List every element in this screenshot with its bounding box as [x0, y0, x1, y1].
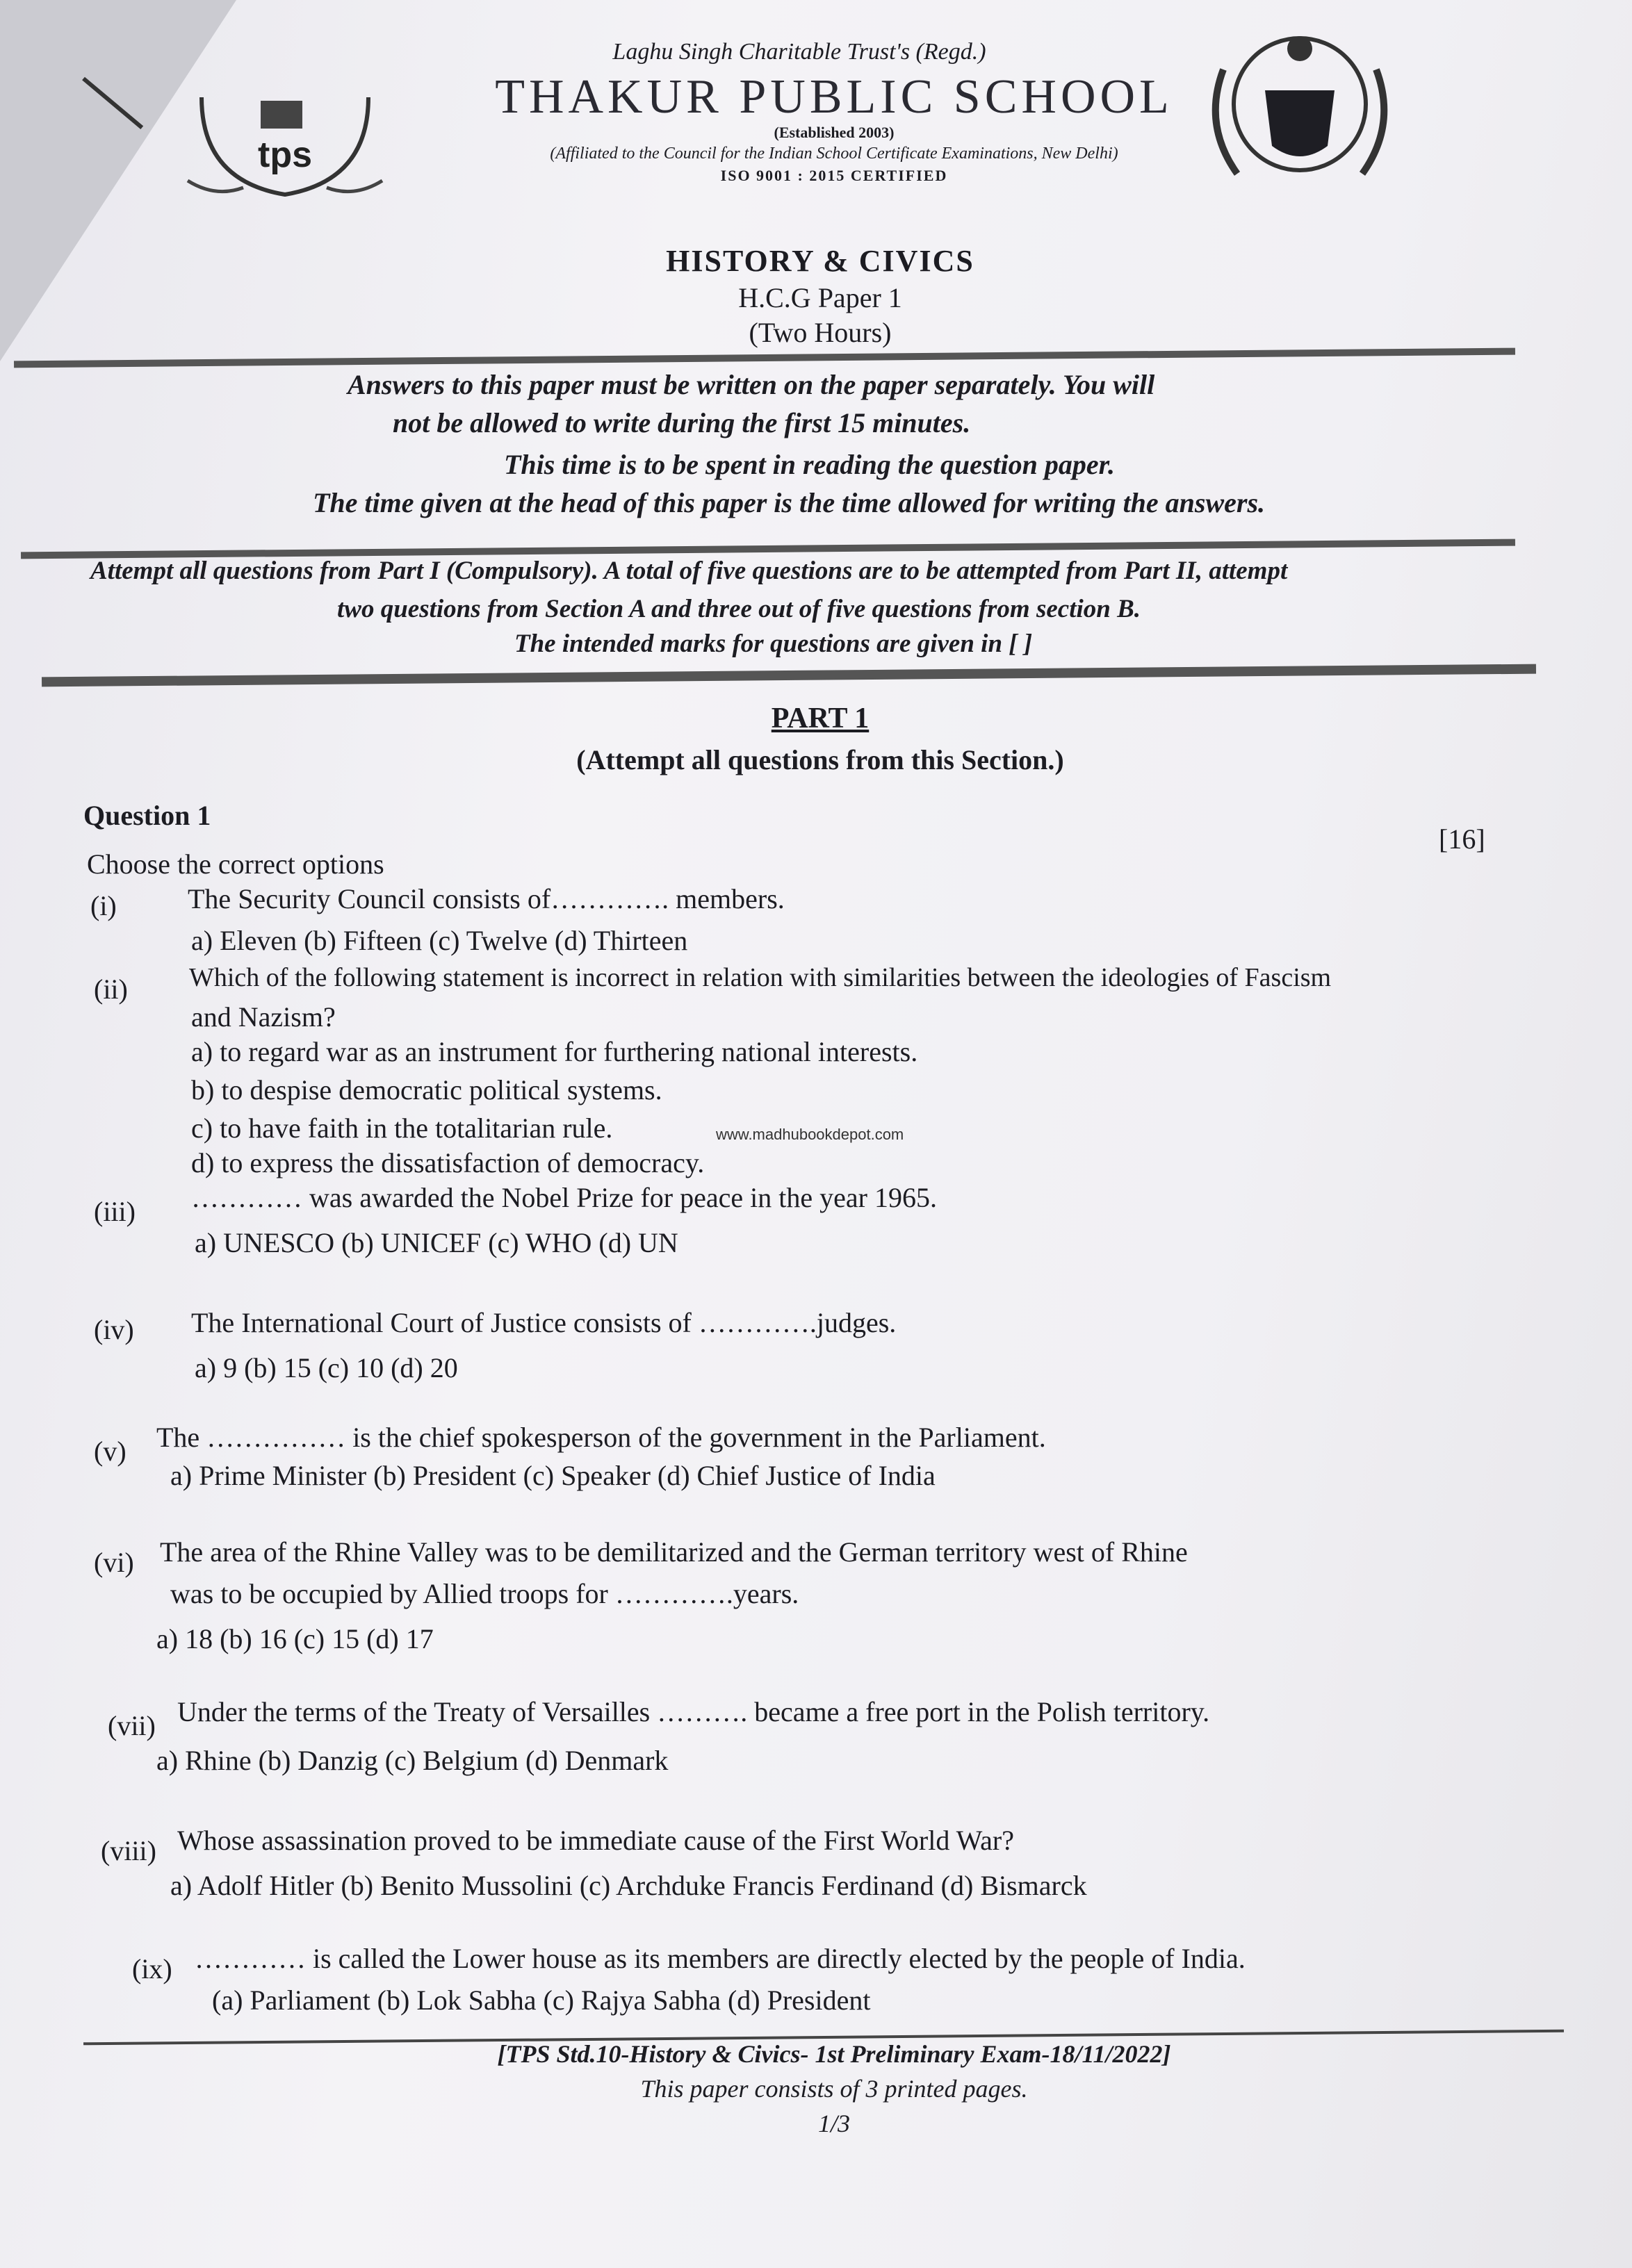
instruction-line: The intended marks for questions are given in [ ]: [514, 630, 1033, 658]
divider-rule: [42, 664, 1536, 687]
footer-exam-info: [TPS Std.10-History & Civics- 1st Preliminary Exam-18/11/2022]: [497, 2040, 1171, 2068]
item-question: ………… is called the Lower house as its members are directly elected by the people of India.: [195, 1943, 1246, 1974]
instruction-line: The time given at the head of this paper is the time allowed for writing the answers.: [313, 487, 1266, 518]
item-options: a) Prime Minister (b) President (c) Speaker (d) Chief Justice of India: [170, 1460, 936, 1491]
item-options: (a) Parliament (b) Lok Sabha (c) Rajya Sabha (d) President: [212, 1984, 871, 2016]
item-question: Under the terms of the Treaty of Versailles ………. became a free port in the Polish territory.: [177, 1696, 1210, 1727]
logo-lettering: tps: [258, 135, 312, 175]
exam-duration: (Two Hours): [749, 317, 892, 348]
instruction-line: Attempt all questions from Part I (Compulsory). A total of five questions are to be attempted from Part II, attempt: [90, 557, 1288, 585]
item-option: d) to express the dissatisfaction of democracy.: [191, 1147, 705, 1178]
established-year: (Established 2003): [774, 124, 895, 141]
item-number: (i): [90, 890, 117, 921]
subject-title: HISTORY & CIVICS: [666, 244, 974, 278]
item-question-cont: was to be occupied by Allied troops for ………….years.: [170, 1578, 799, 1609]
item-options: a) 9 (b) 15 (c) 10 (d) 20: [195, 1352, 458, 1383]
item-number: (viii): [101, 1835, 156, 1866]
footer-page-count: This paper consists of 3 printed pages.: [640, 2075, 1028, 2103]
instruction-line: This time is to be spent in reading the question paper.: [504, 449, 1115, 480]
item-question: The International Court of Justice consists of ………….judges.: [191, 1307, 897, 1338]
item-options: a) Adolf Hitler (b) Benito Mussolini (c) Archduke Francis Ferdinand (d) Bismarck: [170, 1870, 1087, 1901]
item-number: (ix): [132, 1953, 172, 1984]
item-options: a) Eleven (b) Fifteen (c) Twelve (d) Thirteen: [191, 925, 688, 956]
paper-code: H.C.G Paper 1: [738, 282, 902, 313]
item-options: a) 18 (b) 16 (c) 15 (d) 17: [156, 1623, 434, 1654]
item-option: b) to despise democratic political systems.: [191, 1074, 662, 1106]
instruction-line: Answers to this paper must be written on the paper separately. You will: [348, 369, 1155, 400]
affiliation-line: (Affiliated to the Council for the Indian School Certificate Examinations, New Delhi): [550, 145, 1118, 163]
question-marks: [16]: [1439, 823, 1485, 855]
part-subtitle: (Attempt all questions from this Section.): [576, 744, 1064, 775]
item-number: (vii): [108, 1710, 156, 1741]
question-title: Question 1: [83, 800, 211, 831]
item-number: (ii): [94, 973, 128, 1005]
question-intro: Choose the correct options: [87, 848, 384, 880]
item-question-cont: and Nazism?: [191, 1001, 336, 1033]
school-name: THAKUR PUBLIC SCHOOL: [495, 70, 1173, 124]
item-options: a) Rhine (b) Danzig (c) Belgium (d) Denmark: [156, 1745, 669, 1776]
iso-certification: ISO 9001 : 2015 CERTIFIED: [720, 167, 948, 184]
item-number: (vi): [94, 1547, 134, 1578]
watermark-url: www.madhubookdepot.com: [716, 1126, 904, 1143]
item-number: (iii): [94, 1196, 136, 1227]
item-question: The …………… is the chief spokesperson of the government in the Parliament.: [156, 1422, 1046, 1453]
school-crest-logo: [174, 76, 396, 208]
item-number: (v): [94, 1436, 127, 1467]
item-question: Whose assassination proved to be immediate cause of the First World War?: [177, 1825, 1015, 1856]
item-question: The area of the Rhine Valley was to be demilitarized and the German territory west of Rhine: [160, 1536, 1188, 1568]
divider-rule: [14, 348, 1515, 368]
instruction-line: not be allowed to write during the first 15 minutes.: [393, 407, 971, 438]
item-option: c) to have faith in the totalitarian rule.: [191, 1112, 613, 1144]
trust-name: Laghu Singh Charitable Trust's (Regd.): [612, 39, 986, 65]
item-question: The Security Council consists of…………. members.: [188, 883, 785, 914]
item-question: Which of the following statement is incorrect in relation with similarities between the ideologies of Fascism: [189, 963, 1332, 992]
page-number: 1/3: [817, 2110, 850, 2137]
item-option: a) to regard war as an instrument for furthering national interests.: [191, 1036, 918, 1067]
item-options: a) UNESCO (b) UNICEF (c) WHO (d) UN: [195, 1227, 678, 1258]
item-question: ………… was awarded the Nobel Prize for peace in the year 1965.: [191, 1182, 937, 1213]
part-title: PART 1: [771, 702, 870, 734]
item-number: (iv): [94, 1314, 134, 1345]
instruction-line: two questions from Section A and three out of five questions from section B.: [337, 595, 1141, 623]
